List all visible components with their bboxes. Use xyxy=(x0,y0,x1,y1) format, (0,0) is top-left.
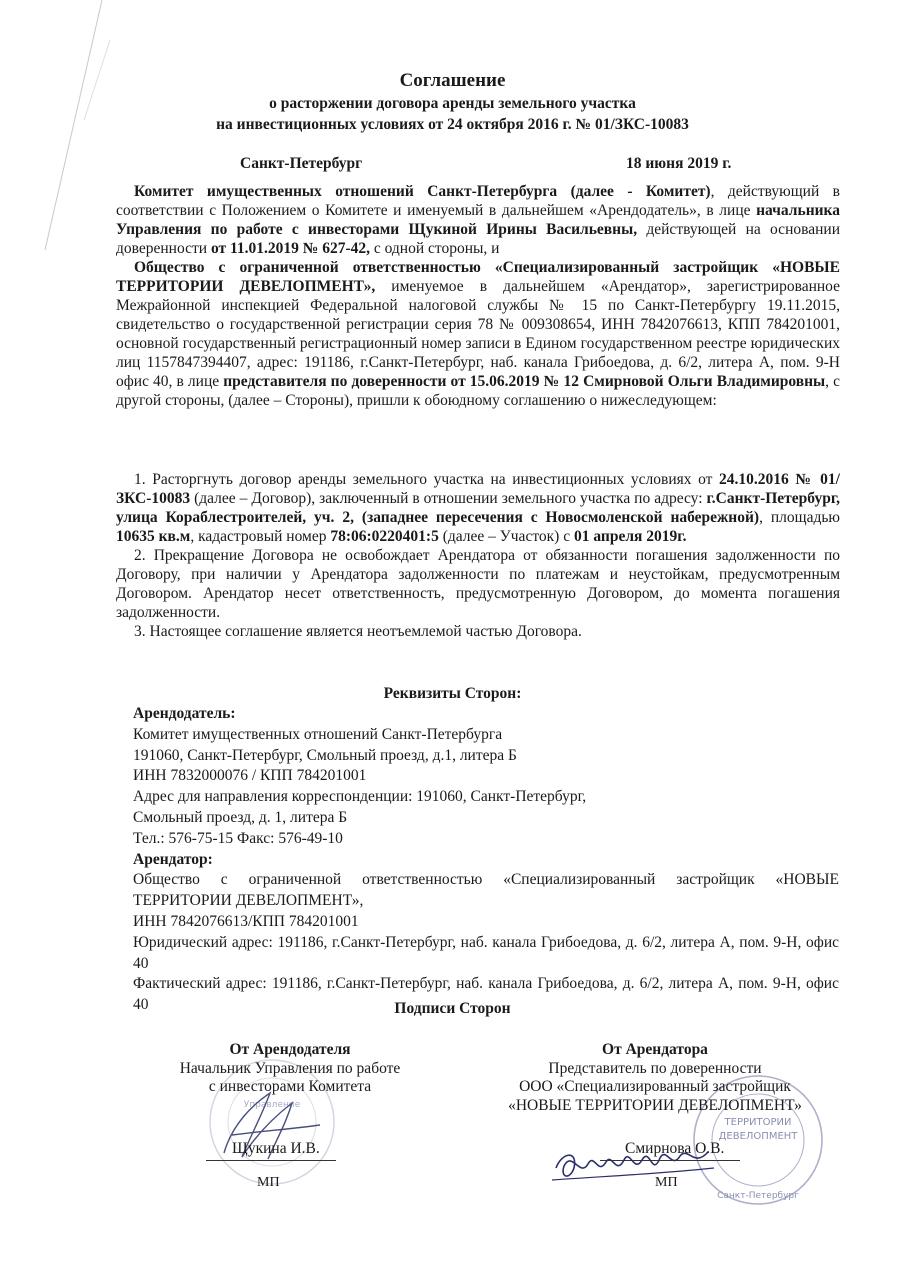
landlord-position-2: с инвесторами Комитета xyxy=(208,1078,372,1095)
tenant-signature-block xyxy=(455,1041,855,1115)
landlord-line: 191060, Санкт-Петербург, Смольный проезд, д.1, литера Б xyxy=(133,746,517,764)
item-2: 2. Прекращение Договора не освобождает Арендатора от обязанности погашения задолженности по Договору, при наличии у Арендатора задолженности по платежам и неустойкам, предусмотренным Договором. Арендатор несет ответственность, предусмотренную Договором, до момента погашения задолженности. xyxy=(116,547,840,621)
agreement-items xyxy=(116,470,840,641)
tenant-position-1: Представитель по доверенности xyxy=(548,1059,762,1077)
landlord-label: Арендодатель: xyxy=(133,705,236,722)
preamble-landlord: Комитет имущественных отношений Санкт-Петербурга (далее - Комитет), действующий в соответствии с Положением о Комитете и именуемый в дальнейшем «Арендодатель», в лице начальника Управления по работе с инвесторами Щукиной Ирины Васильевны, действующей на основании доверенности от 11.01.2019 № 627-42, с одной стороны, и xyxy=(116,183,840,257)
document-subtitle-1: о расторжении договора аренды земельного участка xyxy=(269,95,636,112)
document-date: 18 июня 2019 г. xyxy=(626,155,732,172)
tenant-legal-address: Юридический адрес: 191186, г.Санкт-Петербург, наб. канала Грибоедова, д. 6/2, литера А, пом. 9-Н, офис 40 xyxy=(133,933,839,972)
landlord-seal-mark: МП xyxy=(257,1175,280,1190)
item-1: 1. Расторгнуть договор аренды земельного участка на инвестиционных условиях от 24.10.2016 № 01/ЗКС-10083 (далее – Договор), заключенный в отношении земельного участка по адресу: г.Санкт-Петербург, улица Кораблестроителей, уч. 2, (западнее пересечения с Новосмоленской набережной), площадью 10635 кв.м, кадастровый номер 78:06:0220401:5 (далее – Участок) с 01 апреля 2019г. xyxy=(116,471,840,545)
tenant-label: Арендатор: xyxy=(133,850,213,868)
item-3: 3. Настоящее соглашение является неотъемлемой частью Договора. xyxy=(134,623,582,640)
requisites-title: Реквизиты Сторон: xyxy=(383,685,522,702)
landlord-stamp-text: Управление xyxy=(243,1100,301,1110)
requisites xyxy=(133,704,839,1016)
landlord-signature-line xyxy=(206,1160,336,1161)
tenant-actual-address: Фактический адрес: 191186, г.Санкт-Петербург, наб. канала Грибоедова, д. 6/2, литера А, пом. 9-Н, офис 40 xyxy=(133,975,839,1014)
landlord-line: Тел.: 576-75-15 Факс: 576-49-10 xyxy=(133,829,343,847)
document-city: Санкт-Петербург xyxy=(240,155,363,172)
landlord-position-1: Начальник Управления по работе xyxy=(179,1059,401,1077)
tenant-stamp-text-3: Санкт-Петербург xyxy=(717,1191,799,1201)
tenant-stamp-text-1: ТЕРРИТОРИИ xyxy=(724,1117,792,1128)
tenant-signature-line xyxy=(600,1160,740,1161)
landlord-signatory-name: Щукина И.В. xyxy=(232,1140,320,1157)
document-subtitle-2: на инвестиционных условиях от 24 октября 2016 г. № 01/ЗКС-10083 xyxy=(216,116,689,133)
landlord-line: Адрес для направления корреспонденции: 191060, Санкт-Петербург, xyxy=(133,788,587,806)
tenant-sign-heading: От Арендатора xyxy=(602,1041,708,1058)
tenant-seal-mark: МП xyxy=(655,1175,678,1190)
preamble xyxy=(116,182,840,410)
tenant-position-3: «НОВЫЕ ТЕРРИТОРИИ ДЕВЕЛОПМЕНТ» xyxy=(508,1096,802,1114)
tenant-stamp-text-2: ДЕВЕЛОПМЕНТ xyxy=(718,1131,798,1142)
landlord-line: Смольный проезд, д. 1, литера Б xyxy=(133,808,348,826)
landlord-line: ИНН 7832000076 / КПП 784201001 xyxy=(133,767,367,785)
document-title: Соглашение xyxy=(399,70,506,91)
tenant-position-2: ООО «Специализированный застройщик xyxy=(519,1078,791,1095)
tenant-inn: ИНН 7842076613/КПП 784201001 xyxy=(133,912,359,930)
preamble-tenant: Общество с ограниченной ответственностью «Специализированный застройщик «НОВЫЕ ТЕРРИТОРИИ ДЕВЕЛОПМЕНТ», именуемое в дальнейшем «Арендатор», зарегистрированное Межрайонной инспекцией Федеральной налоговой службы № 15 по Санкт-Петербургу 19.11.2015, свидетельство о государственной регистрации серия 78 № 009308654, ИНН 7842076613, КПП 784201001, основной государственный регистрационный номер записи в Едином государственном реестре юридических лиц 1157847394407, адрес: 191186, г.Санкт-Петербург, наб. канала Грибоедова, д. 6/2, литера А, пом. 9-Н офис 40, в лице представителя по доверенности от 15.06.2019 № 12 Смирновой Ольги Владимировны, с другой стороны, (далее – Стороны), пришли к обоюдному соглашению о нижеследующем: xyxy=(116,259,840,409)
tenant-org: Общество с ограниченной ответственностью «Специализированный застройщик «НОВЫЕ ТЕРРИТОРИИ ДЕВЕЛОПМЕНТ», xyxy=(133,871,839,910)
signatures-title: Подписи Сторон xyxy=(394,1000,511,1017)
landlord-sign-heading: От Арендодателя xyxy=(229,1041,351,1058)
landlord-line: Комитет имущественных отношений Санкт-Петербурга xyxy=(133,725,503,743)
tenant-signatory-name: Смирнова О.В. xyxy=(625,1140,725,1157)
